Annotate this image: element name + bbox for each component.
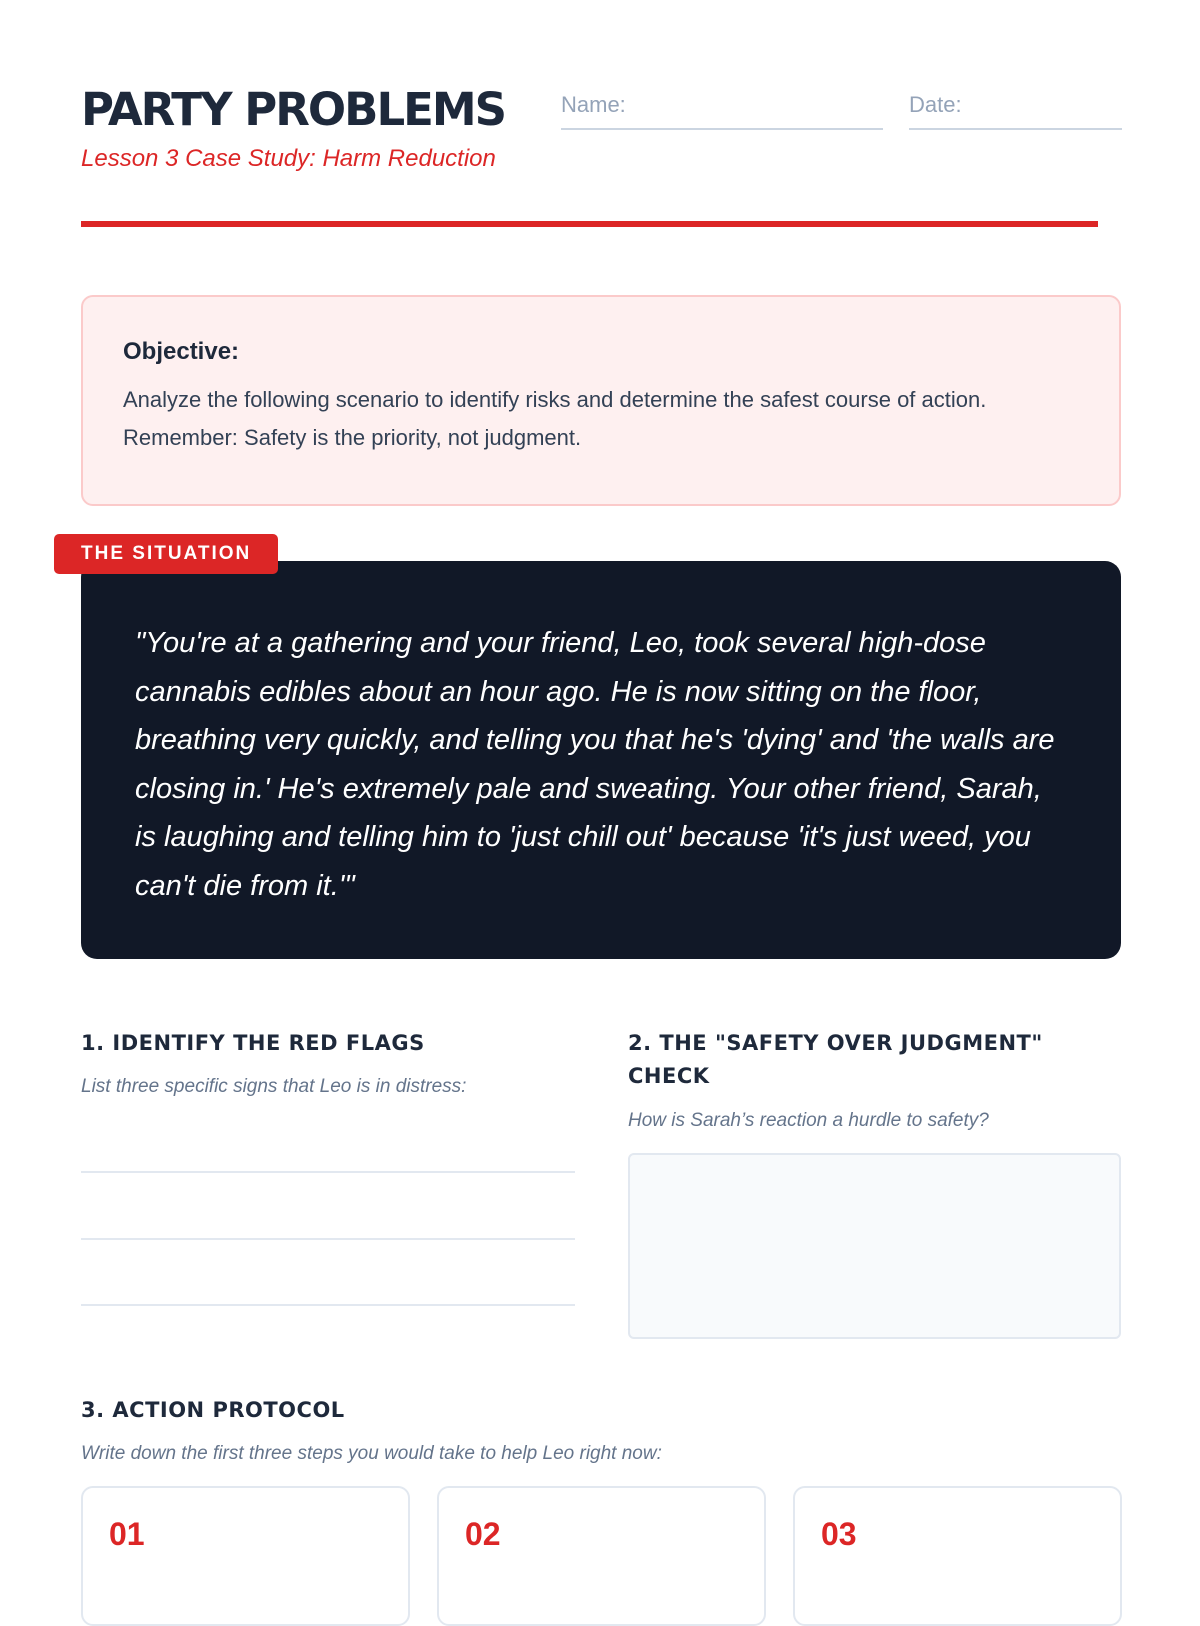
action-protocol-section bbox=[81, 1394, 1121, 1467]
step-number-3: 03 bbox=[821, 1516, 857, 1552]
red-flags-note: List three specific signs that Leo is in distress: bbox=[81, 1076, 467, 1097]
safety-check-note: How is Sarah’s reaction a hurdle to safety? bbox=[628, 1110, 989, 1131]
worksheet-header bbox=[81, 0, 1098, 228]
step-number-2: 02 bbox=[465, 1516, 501, 1552]
safety-check-section bbox=[628, 1027, 1121, 1134]
situation-panel bbox=[81, 561, 1121, 959]
objective-heading: Objective: bbox=[123, 338, 240, 365]
header-divider bbox=[81, 221, 1098, 227]
action-protocol-note: Write down the first three steps you would take to help Leo right now: bbox=[81, 1443, 662, 1464]
step-card-2[interactable] bbox=[437, 1486, 766, 1626]
name-label: Name: bbox=[561, 92, 626, 117]
date-field[interactable] bbox=[909, 88, 1122, 130]
safety-check-heading: 2. THE "SAFETY OVER JUDGMENT" CHECK bbox=[628, 1031, 1043, 1088]
name-field[interactable] bbox=[561, 88, 883, 130]
answer-line-3[interactable] bbox=[81, 1304, 575, 1306]
step-number-1: 01 bbox=[109, 1516, 145, 1552]
action-protocol-heading: 3. ACTION PROTOCOL bbox=[81, 1398, 345, 1422]
objective-text: Analyze the following scenario to identify risks and determine the safest course of action. Remember: Safety is the priority, not judgment. bbox=[123, 387, 987, 450]
answer-line-2[interactable] bbox=[81, 1238, 575, 1240]
step-card-3[interactable] bbox=[793, 1486, 1122, 1626]
safety-check-answer-box[interactable] bbox=[628, 1153, 1121, 1339]
page-title: PARTY PROBLEMS bbox=[81, 83, 506, 136]
date-label: Date: bbox=[909, 92, 962, 117]
objective-box bbox=[81, 295, 1121, 506]
situation-text: "You're at a gathering and your friend, Leo, took several high-dose cannabis edibles about an hour ago. He is now sitting on the floor, breathing very quickly, and telling you that he's 'dying' and 'the walls are closing in.' He's extremely pale and sweating. Your other friend, Sarah, is laughing and telling him to 'just chill out' because 'it's just weed, you can't die from it.'" bbox=[135, 627, 1055, 902]
situation-tag: THE SITUATION bbox=[54, 534, 278, 574]
red-flags-heading: 1. IDENTIFY THE RED FLAGS bbox=[81, 1031, 425, 1055]
red-flags-section bbox=[81, 1027, 575, 1100]
step-card-1[interactable] bbox=[81, 1486, 410, 1626]
answer-line-1[interactable] bbox=[81, 1171, 575, 1173]
page-subtitle: Lesson 3 Case Study: Harm Reduction bbox=[81, 145, 496, 172]
